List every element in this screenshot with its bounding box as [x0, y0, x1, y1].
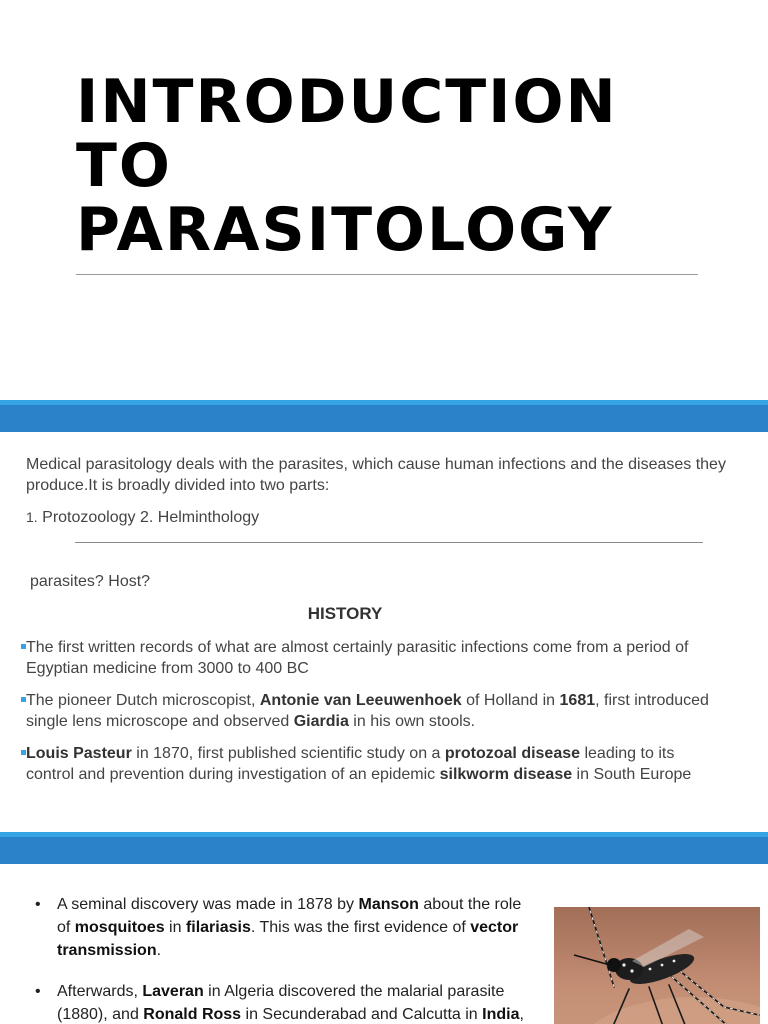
mosquito-illustration — [554, 907, 760, 1024]
mosquito-photo — [554, 907, 760, 1024]
divisions-line — [26, 507, 259, 528]
square-bullet-icon — [21, 697, 26, 702]
history-item: Louis Pasteur in 1870, first published scientific study on a protozoal disease leading to its control and prevention during investigation of an epidemic silkworm disease in South Europe — [26, 743, 726, 785]
title-line: INTRODUCTION — [76, 67, 618, 137]
bullet-dot-icon: • — [35, 983, 41, 1000]
question-text: parasites? Host? — [30, 573, 151, 590]
title-slide — [0, 0, 768, 400]
title-divider — [76, 274, 698, 275]
history-heading: HISTORY — [307, 604, 383, 623]
title-line: TO — [76, 131, 172, 201]
square-bullet-icon — [21, 644, 26, 649]
square-bullet-icon — [21, 750, 26, 755]
bullet-item: • A seminal discovery was made in 1878 by Manson about the role of mosquitoes in filariasis. This was the first evidence of vector transmission. — [36, 893, 526, 962]
slide-title — [76, 67, 716, 265]
discovery-slide — [0, 864, 768, 1024]
divisions-text: Protozoology 2. Helminthology — [42, 509, 260, 526]
slide-separator — [0, 400, 768, 432]
history-item: The first written records of what are almost certainly parasitic infections come from a period of Egyptian medicine from 3000 to 400 BC — [26, 637, 726, 679]
bullet-dot-icon: • — [35, 896, 41, 913]
title-line: PARASITOLOGY — [76, 195, 614, 265]
history-item: The pioneer Dutch microscopist, Antonie van Leeuwenhoek of Holland in 1681, first introduced single lens microscope and observed Giardia in his own stools. — [26, 690, 726, 732]
history-slide — [0, 432, 768, 832]
bullet-item: • Afterwards, Laveran in Algeria discovered the malarial parasite (1880), and Ronald Ross in Secunderabad and Calcutta in India, — [36, 980, 526, 1024]
intro-text: Medical parasitology deals with the parasites, which cause human infections and the diseases they produce.It is broadly divided into two parts: — [26, 456, 726, 494]
section-divider — [75, 542, 703, 543]
divisions-number: 1. — [26, 509, 38, 525]
slide-separator — [0, 832, 768, 864]
